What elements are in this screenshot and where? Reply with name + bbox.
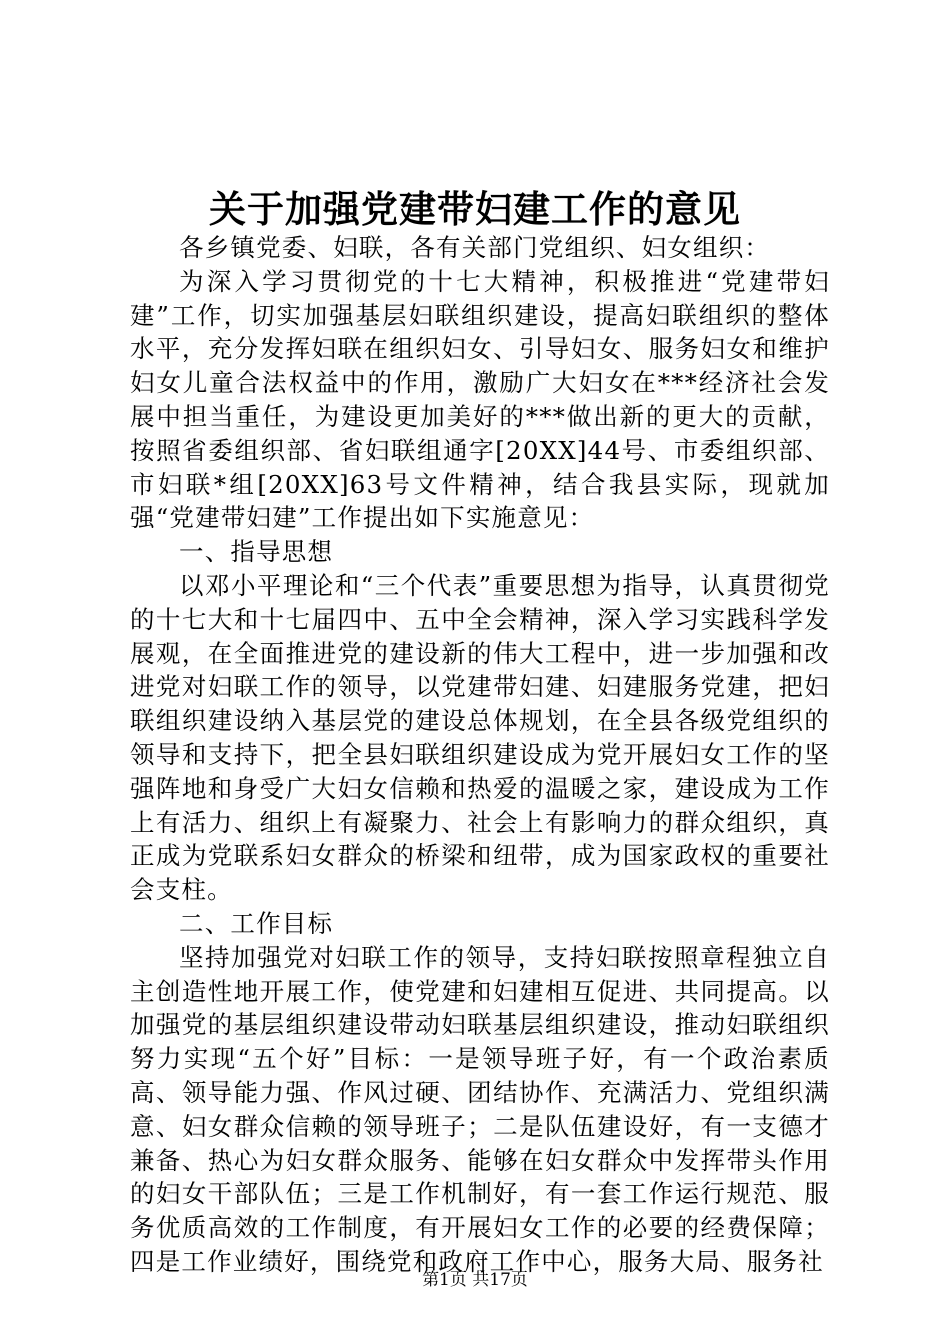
section-heading-work-goals: 二、工作目标 bbox=[179, 908, 334, 938]
section-body-work-goals: 坚持加强党对妇联工作的领导，支持妇联按照章程独立自主创造性地开展工作，使党建和妇建相互促进、共同提高。以加强党的基层组织建设带动妇联基层组织建设，推动妇联组织努力实现“五个好”目标：一是领导班子好，有一个政治素质高、领导能力强、作风过硬、团结协作、充满活力、党组织满意、妇女群众信赖的领导班子；二是队伍建设好，有一支德才兼备、热心为妇女群众服务、能够在妇女群众中发挥带头作用的妇女干部队伍；三是工作机制好，有一套工作运行规范、服务优质高效的工作制度，有开展妇女工作的必要的经费保障；四是工作业绩好，围绕党和政府工作中心，服务大局、服务社 bbox=[130, 942, 830, 1276]
intro-paragraph: 为深入学习贯彻党的十七大精神，积极推进“党建带妇建”工作，切实加强基层妇联组织建设，提高妇联组织的整体水平，充分发挥妇联在组织妇女、引导妇女、服务妇女和维护妇女儿童合法权益中的作用，激励广大妇女在***经济社会发展中担当重任，为建设更加美好的***做出新的更大的贡献，按照省委组织部、省妇联组通字[20XX]44号、市委组织部、市妇联*组[20XX]63号文件精神，结合我县实际，现就加强“党建带妇建”工作提出如下实施意见： bbox=[130, 266, 830, 533]
page-footer: 第1页 共17页 bbox=[422, 1270, 528, 1290]
section-body-guiding-ideology: 以邓小平理论和“三个代表”重要思想为指导，认真贯彻党的十七大和十七届四中、五中全会精神，深入学习实践科学发展观，在全面推进党的建设新的伟大工程中，进一步加强和改进党对妇联工作的领导，以党建带妇建、妇建服务党建，把妇联组织建设纳入基层党的建设总体规划，在全县各级党组织的领导和支持下，把全县妇联组织建设成为党开展妇女工作的坚强阵地和身受广大妇女信赖和热爱的温暖之家，建设成为工作上有活力、组织上有凝聚力、社会上有影响力的群众组织，真正成为党联系妇女群众的桥梁和纽带，成为国家政权的重要社会支柱。 bbox=[130, 570, 830, 905]
section-heading-guiding-ideology: 一、指导思想 bbox=[179, 537, 334, 567]
document-body bbox=[130, 231, 830, 1279]
document-title: 关于加强党建带妇建工作的意见 bbox=[209, 187, 741, 231]
salutation-paragraph: 各乡镇党委、妇联，各有关部门党组织、妇女组织： bbox=[179, 233, 771, 262]
